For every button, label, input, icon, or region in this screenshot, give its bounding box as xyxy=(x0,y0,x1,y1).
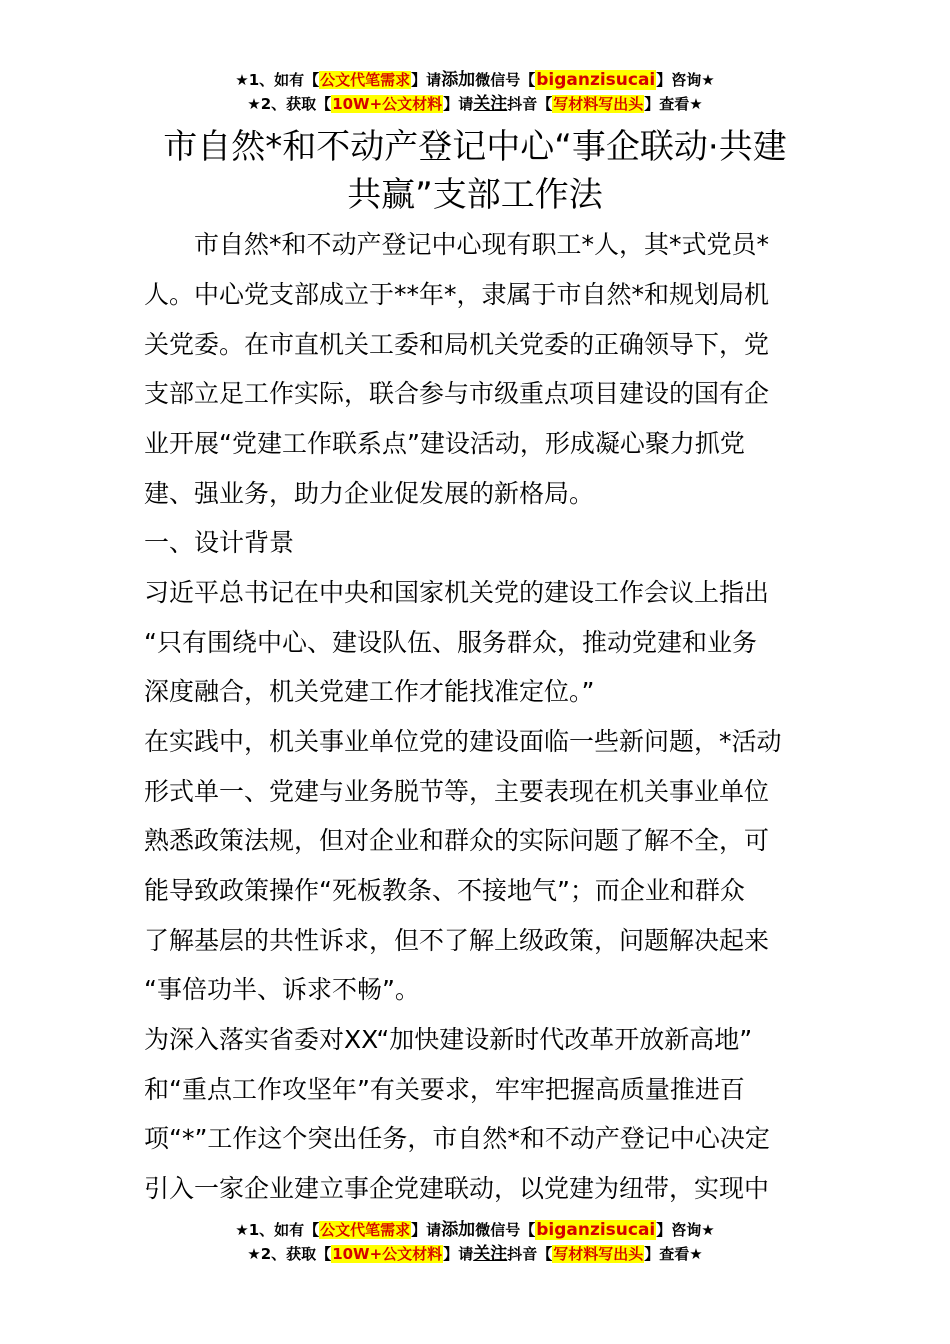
promo-text: 】请 xyxy=(411,1221,442,1239)
body-line: 项“*”工作这个突出任务，市自然*和不动产登记中心决定 xyxy=(144,1124,770,1153)
promo-text: 添加 xyxy=(441,1220,476,1240)
body-line: 支部立足工作实际，联合参与市级重点项目建设的国有企 xyxy=(144,379,770,408)
body-line: 关党委。在市直机关工委和局机关党委的正确领导下，党 xyxy=(144,330,770,359)
promo-text: 微信号【 xyxy=(475,71,536,89)
promo-text: ★2、获取【 xyxy=(247,1245,332,1263)
body-line: 能导致政策操作“死板教条、不接地气”；而企业和群众 xyxy=(144,876,745,905)
body-line: 熟悉政策法规，但对企业和群众的实际问题了解不全，可 xyxy=(144,826,770,855)
promo-highlight: 公文代笔需求 xyxy=(320,1221,411,1239)
promo-text: ★2、获取【 xyxy=(247,95,332,113)
body-line: 为深入落实省委对XX“加快建设新时代改革开放新高地” xyxy=(144,1025,753,1054)
promo-line-2-top xyxy=(0,93,950,115)
body-line: 了解基层的共性诉求，但不了解上级政策，问题解决起来 xyxy=(144,926,770,955)
promo-line-1-bottom xyxy=(0,1219,950,1241)
promo-line-2-bottom xyxy=(0,1243,950,1265)
promo-highlight: 公文代笔需求 xyxy=(320,71,411,89)
body-line: 人。中心党支部成立于**年*，隶属于市自然*和规划局机 xyxy=(144,280,770,309)
promo-text: 】查看★ xyxy=(644,95,703,113)
body-line: 引入一家企业建立事企党建联动，以党建为纽带，实现中 xyxy=(144,1174,770,1203)
promo-text: 抖音【 xyxy=(507,95,553,113)
body-line: “只有围绕中心、建设队伍、服务群众，推动党建和业务 xyxy=(144,628,757,657)
promo-line-1-top xyxy=(0,69,950,91)
promo-text: ★1、如有【 xyxy=(235,71,320,89)
promo-text: 】请 xyxy=(411,71,442,89)
body-line: 业开展“党建工作联系点”建设活动，形成凝心聚力抓党 xyxy=(144,429,745,458)
promo-highlight: 10W+公文材料 xyxy=(332,1245,443,1263)
body-line: 建、强业务，助力企业促发展的新格局。 xyxy=(144,479,595,508)
promo-text: 微信号【 xyxy=(475,1221,536,1239)
promo-text: 添加 xyxy=(441,70,476,90)
promo-text: ★1、如有【 xyxy=(235,1221,320,1239)
promo-text: 抖音【 xyxy=(507,1245,553,1263)
promo-text: 】查看★ xyxy=(644,1245,703,1263)
body-line: 深度融合，机关党建工作才能找准定位。” xyxy=(144,677,595,706)
promo-highlight: 写材料写出头 xyxy=(553,95,644,113)
promo-highlight: biganzisucai xyxy=(536,70,656,90)
promo-text: 】咨询★ xyxy=(656,71,715,89)
promo-text: 】请 xyxy=(443,95,474,113)
promo-highlight: biganzisucai xyxy=(536,1220,656,1240)
body-line: 市自然*和不动产登记中心现有职工*人，其*式党员* xyxy=(144,230,770,259)
promo-highlight: 10W+公文材料 xyxy=(332,95,443,113)
body-line: 在实践中，机关事业单位党的建设面临一些新问题，*活动 xyxy=(144,727,782,756)
promo-text: 关注 xyxy=(473,94,508,114)
body-line: “事倍功半、诉求不畅”。 xyxy=(144,975,420,1004)
promo-text: 关注 xyxy=(473,1244,508,1264)
promo-text: 】请 xyxy=(443,1245,474,1263)
section-heading: 一、设计背景 xyxy=(144,528,295,557)
document-title-line-2: 共赢”支部工作法 xyxy=(347,175,603,215)
body-line: 和“重点工作攻坚年”有关要求，牢牢把握高质量推进百 xyxy=(144,1075,745,1104)
promo-highlight: 写材料写出头 xyxy=(553,1245,644,1263)
promo-text: 】咨询★ xyxy=(656,1221,715,1239)
body-line: 习近平总书记在中央和国家机关党的建设工作会议上指出 xyxy=(144,578,770,607)
document-title-line-1: 市自然*和不动产登记中心“事企联动·共建 xyxy=(163,127,787,167)
body-line: 形式单一、党建与业务脱节等，主要表现在机关事业单位 xyxy=(144,777,770,806)
